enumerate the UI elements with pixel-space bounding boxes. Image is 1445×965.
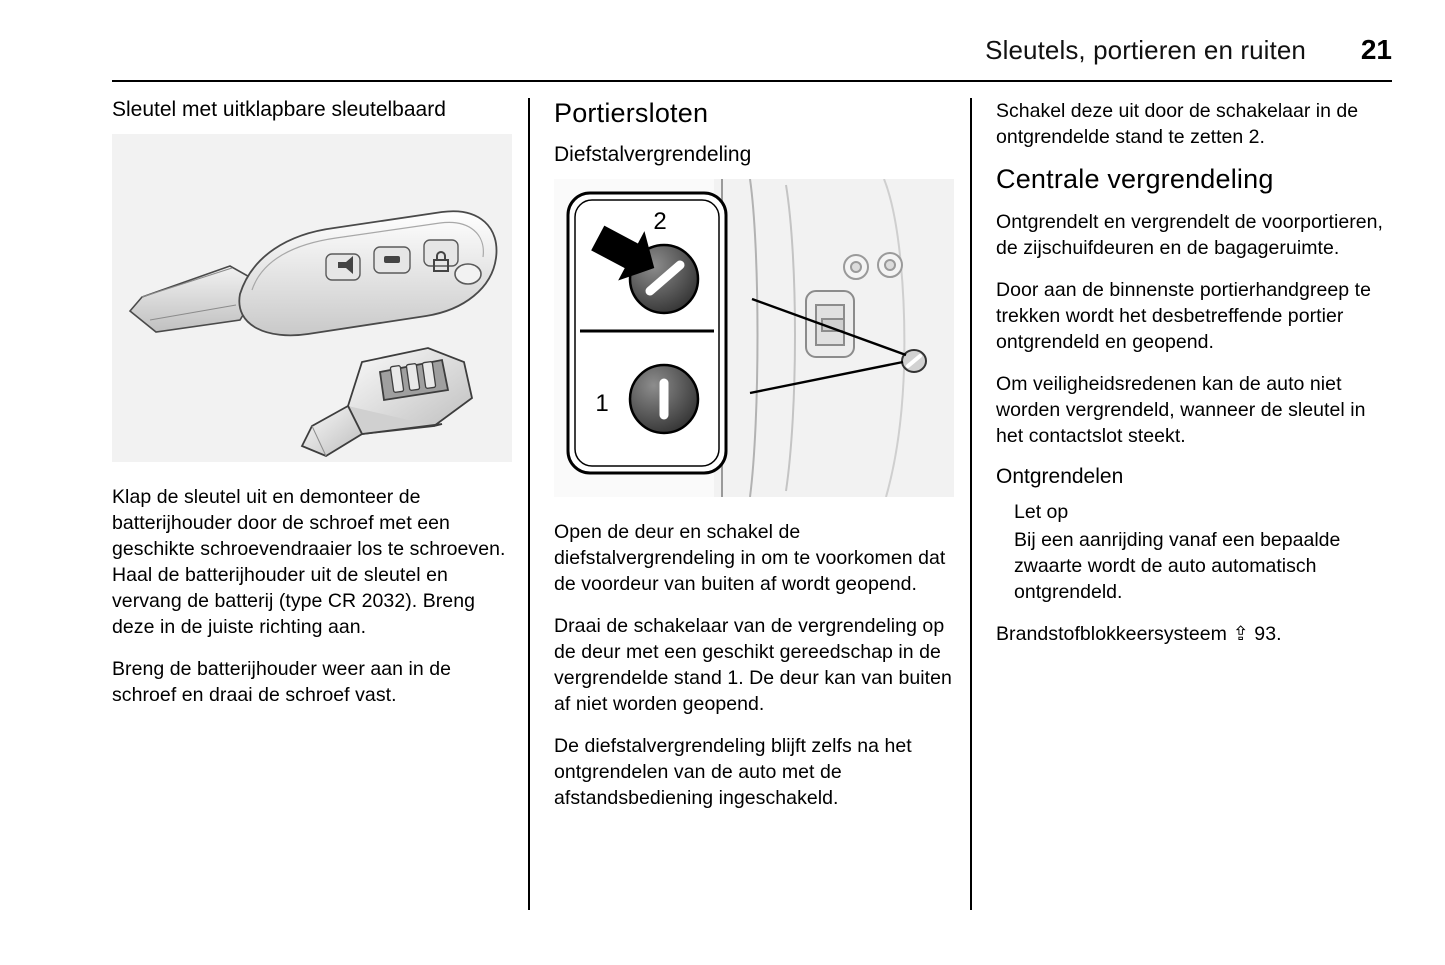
right-subheading-unlock: Ontgrendelen [996,465,1124,488]
note-title: Let op [1014,501,1069,523]
left-paragraph-1: Klap de sleutel uit en demonteer de batterijhouder door de schroef met een geschikte schroevendraaier los te schroeven. Haal de batterijhouder uit de sleutel en vervang de batterij (type CR 2032). Breng deze in de juiste richting aan. [112,486,506,638]
middle-subheading: Diefstalvergrendeling [554,143,752,166]
page-header [112,34,1392,66]
anti-theft-lock-switch-illustration [554,179,954,497]
cross-reference: Brandstofblokkeersysteem ⇪ 93. [996,623,1282,645]
header-divider-rule [112,80,1392,82]
note-body: Bij een aanrijding vanaf een bepaalde zwaarte wordt de auto automatisch ontgrendeld. [1014,529,1341,603]
column-right [996,98,1396,647]
left-paragraph-2: Breng de batterijhouder weer aan in de schroef en draai de schroef vast. [112,658,452,706]
middle-paragraph-1: Open de deur en schakel de diefstalvergrendeling in om te voorkomen dat de voordeur van buiten af wordt geopend. [554,521,946,595]
column-left [112,98,512,708]
page-title: Sleutels, portieren en ruiten [985,35,1306,65]
right-paragraph-2: Door aan de binnenste portierhandgreep te trekken wordt het desbetreffende portier ontgrendeld en geopend. [996,279,1371,353]
figure-label-1: 1 [595,390,609,417]
note-block [1014,499,1396,605]
right-paragraph-3: Om veiligheidsredenen kan de auto niet worden vergrendeld, wanneer de sleutel in het contactslot steekt. [996,373,1366,447]
left-column-heading: Sleutel met uitklapbare sleutelbaard [112,98,446,121]
column-middle [554,98,954,811]
right-section-heading: Centrale vergrendeling [996,164,1274,194]
page-number: 21 [1360,34,1392,65]
right-paragraph-1: Ontgrendelt en vergrendelt de voorportieren, de zijschuifdeuren en de bagageruimte. [996,211,1384,259]
figure-label-2: 2 [653,208,667,235]
key-with-foldable-blade-illustration [112,134,512,462]
middle-section-heading: Portiersloten [554,98,709,128]
middle-paragraph-3: De diefstalvergrendeling blijft zelfs na het ontgrendelen van de auto met de afstandsbediening ingeschakeld. [554,735,912,809]
column-divider-left [528,98,530,910]
middle-paragraph-2: Draai de schakelaar van de vergrendeling op de deur met een geschikt gereedschap in de vergrendelde stand 1. De deur kan van buiten af niet worden geopend. [554,615,952,715]
column-divider-right [970,98,972,910]
right-intro-paragraph: Schakel deze uit door de schakelaar in de ontgrendelde stand te zetten 2. [996,100,1359,148]
